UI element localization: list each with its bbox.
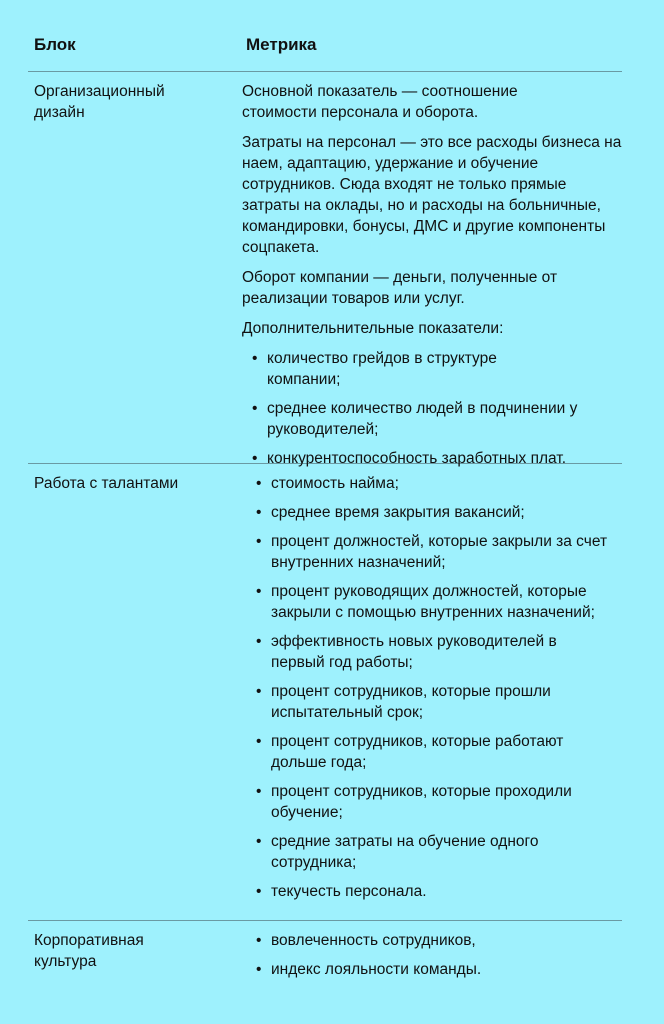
table-row-org-design xyxy=(28,71,622,467)
table-header xyxy=(28,0,622,71)
metric-list xyxy=(242,348,612,469)
header-metric: Метрика xyxy=(246,35,317,54)
list-item: • текучесть персонала. xyxy=(256,881,616,902)
block-name: Организационный дизайн xyxy=(34,83,165,121)
metrics-table xyxy=(28,0,622,988)
metric-list xyxy=(246,930,622,980)
paragraph: Затраты на персонал — это все расходы бизнеса на наем, адаптацию, удержание и обучение сотрудников. Сюда входят не только прямые затраты на оклады, но и расходы на больничные, командировки, бонусы, ДМС и другие компоненты соцпакета. xyxy=(242,134,622,256)
block-name: Работа с талантами xyxy=(34,475,179,492)
list-item: • эффективность новых руководителей в первый год работы; xyxy=(256,631,601,673)
list-item: • среднее время закрытия вакансий; xyxy=(256,502,616,523)
table-row-culture xyxy=(28,920,622,988)
paragraph: Дополнительнительные показатели: xyxy=(242,320,504,337)
paragraph: Оборот компании — деньги, полученные от реализации товаров или услуг. xyxy=(242,269,558,307)
list-item: • индекс лояльности команды. xyxy=(256,959,622,980)
paragraph: Основной показатель — соотношение стоимости персонала и оборота. xyxy=(242,83,518,121)
header-block: Блок xyxy=(34,35,76,54)
list-item: • процент должностей, которые закрыли за счет внутренних назначений; xyxy=(256,531,616,573)
list-item: • вовлеченность сотрудников, xyxy=(256,930,622,951)
list-item: • конкурентоспособность заработных плат. xyxy=(252,448,612,469)
list-item: • процент руководящих должностей, которые закрыли с помощью внутренних назначений; xyxy=(256,581,606,623)
list-item: • процент сотрудников, которые прошли испытательный срок; xyxy=(256,681,601,723)
list-item: • процент сотрудников, которые проходили обучение; xyxy=(256,781,626,823)
list-item: • среднее количество людей в подчинении у руководителей; xyxy=(252,398,612,440)
list-item: • процент сотрудников, которые работают дольше года; xyxy=(256,731,616,773)
metric-list xyxy=(246,473,616,902)
block-name: Корпоративная культура xyxy=(34,932,144,970)
table-row-talents xyxy=(28,463,622,920)
list-item: • средние затраты на обучение одного сотрудника; xyxy=(256,831,576,873)
list-item: • количество грейдов в структуре компании; xyxy=(252,348,552,390)
list-item: • стоимость найма; xyxy=(256,473,616,494)
